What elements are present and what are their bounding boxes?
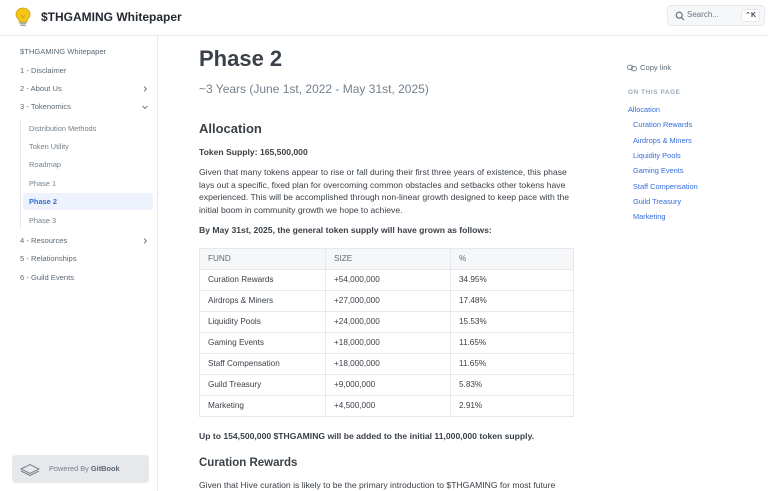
copy-link-label: Copy link [640, 63, 672, 72]
sidebar-item-tokenomics[interactable] [14, 98, 153, 116]
search-placeholder: Search... [687, 10, 720, 19]
table-cell-percent: 11.65% [450, 333, 574, 353]
toc-item-curation-rewards[interactable]: Curation Rewards [633, 120, 693, 129]
sidebar-subitem-distribution-methods[interactable]: Distribution Methods [29, 124, 97, 133]
table-cell-size: +27,000,000 [325, 291, 450, 311]
on-this-page-heading: ON THIS PAGE [628, 89, 681, 96]
sidebar-item-label: $THGAMING Whitepaper [20, 47, 107, 56]
table-header-size: SIZE [325, 249, 450, 269]
search-box[interactable] [667, 5, 765, 26]
table-row [199, 354, 574, 375]
table-cell-size: +54,000,000 [325, 270, 450, 290]
table-header-row [199, 249, 574, 270]
powered-by-label: Powered By [49, 464, 89, 473]
table-cell-fund: Curation Rewards [208, 275, 274, 284]
powered-by-gitbook-link[interactable] [12, 455, 149, 483]
sidebar-item-label: 5 - Relationships [20, 254, 77, 263]
table-row [199, 396, 574, 417]
top-header [0, 0, 768, 36]
sidebar-item-label: 4 - Resources [20, 236, 68, 245]
toc-item-marketing[interactable]: Marketing [633, 212, 666, 221]
curation-paragraph: Given that Hive curation is likely to be the primary introduction to $THGAMING for most future [199, 480, 556, 490]
table-cell-fund: Guild Treasury [208, 380, 262, 389]
sidebar-item-label: 2 - About Us [20, 84, 62, 93]
search-icon [675, 11, 685, 21]
table-cell-size: +9,000,000 [325, 375, 450, 395]
table-row [199, 291, 574, 312]
table-row [199, 312, 574, 333]
allocation-table [199, 248, 574, 417]
table-cell-percent: 11.65% [450, 354, 574, 374]
sidebar-item-resources[interactable] [14, 232, 153, 250]
chevron-right-icon[interactable] [141, 85, 149, 93]
sidebar-subitem-phase-3[interactable]: Phase 3 [29, 216, 57, 225]
toc-item-airdrops-miners[interactable]: Airdrops & Miners [633, 136, 692, 145]
submenu-divider [20, 120, 21, 228]
table-row [199, 333, 574, 354]
table-cell-fund: Airdrops & Miners [208, 296, 274, 305]
table-cell-percent: 17.48% [450, 291, 574, 311]
chevron-right-icon[interactable] [141, 237, 149, 245]
table-cell-percent: 2.91% [450, 396, 574, 416]
token-supply-text: Token Supply: 165,500,000 [199, 147, 308, 157]
gitbook-brand: GitBook [90, 464, 120, 473]
sidebar-item-label: 6 - Guild Events [20, 273, 75, 282]
table-cell-size: +4,500,000 [325, 396, 450, 416]
toc-item-liquidity-pools[interactable]: Liquidity Pools [633, 151, 681, 160]
toc-item-gaming-events[interactable]: Gaming Events [633, 166, 684, 175]
table-cell-size: +18,000,000 [325, 354, 450, 374]
page-subtitle: ~3 Years (June 1st, 2022 - May 31st, 2025) [199, 82, 429, 96]
sidebar-subitem-roadmap[interactable]: Roadmap [29, 160, 62, 169]
sidebar-item-disclaimer[interactable] [14, 62, 153, 80]
table-cell-size: +18,000,000 [325, 333, 450, 353]
sidebar-item-guild-events[interactable] [14, 269, 153, 287]
table-cell-fund: Marketing [208, 401, 244, 410]
allocation-paragraph: Given that many tokens appear to rise or fall during their first three years of existence, this phase lays out a specific, fixed plan for overcoming common obstacles and setbacks other tokens have experienced. This will be accomplished through non-linear growth designed to keep pace with the initial boom in community growth we hope to achieve. [199, 167, 570, 215]
main-content [158, 36, 610, 491]
supply-summary-text: Up to 154,500,000 $THGAMING will be added to the initial 11,000,000 token supply. [199, 431, 535, 441]
table-header-percent: % [450, 249, 574, 269]
table-header-fund: FUND [208, 254, 231, 263]
page-title: Phase 2 [199, 46, 283, 71]
page-outline [610, 36, 768, 491]
sidebar-item-whitepaper[interactable] [14, 43, 153, 61]
lightbulb-logo-icon[interactable] [14, 7, 32, 27]
sidebar-item-label: 3 - Tokenomics [20, 102, 71, 111]
search-shortcut-badge: ⌃K [741, 9, 760, 22]
table-row [199, 270, 574, 291]
table-cell-size: +24,000,000 [325, 312, 450, 332]
table-cell-percent: 5.83% [450, 375, 574, 395]
sidebar-item-about-us[interactable] [14, 80, 153, 98]
toc-item-guild-treasury[interactable]: Guild Treasury [633, 197, 682, 206]
supply-growth-text: By May 31st, 2025, the general token supply will have grown as follows: [199, 225, 492, 235]
sidebar-subitem-phase-1[interactable]: Phase 1 [29, 179, 57, 188]
gitbook-logo-icon [20, 463, 40, 476]
sidebar-nav [0, 36, 158, 491]
sidebar-subitem-phase-2[interactable]: Phase 2 [23, 193, 153, 210]
chevron-down-icon[interactable] [141, 103, 149, 111]
table-cell-fund: Staff Compensation [208, 359, 280, 368]
curation-rewards-heading: Curation Rewards [199, 457, 298, 469]
table-cell-percent: 15.53% [450, 312, 574, 332]
sidebar-item-label: 1 - Disclaimer [20, 66, 67, 75]
allocation-heading: Allocation [199, 121, 262, 136]
table-row [199, 375, 574, 396]
site-title[interactable]: $THGAMING Whitepaper [41, 10, 182, 24]
table-cell-percent: 34.95% [450, 270, 574, 290]
link-icon [627, 64, 637, 72]
sidebar-subitem-token-utility[interactable]: Token Utility [29, 142, 69, 151]
toc-item-staff-compensation[interactable]: Staff Compensation [633, 182, 698, 191]
table-cell-fund: Liquidity Pools [208, 317, 261, 326]
powered-by-text [49, 464, 120, 473]
table-cell-fund: Gaming Events [208, 338, 264, 347]
toc-item-allocation[interactable]: Allocation [628, 105, 661, 114]
sidebar-item-relationships[interactable] [14, 250, 153, 268]
